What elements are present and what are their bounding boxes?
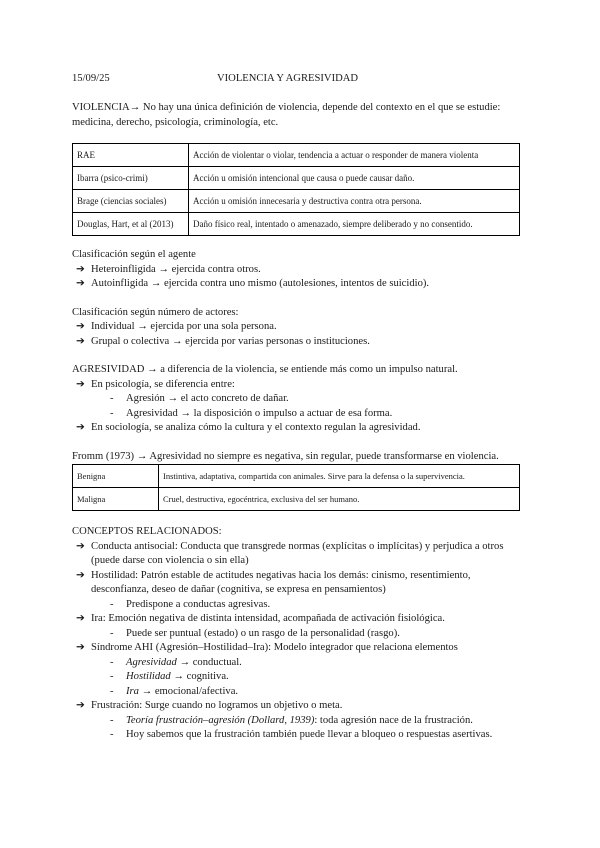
- table-cell: Instintiva, adaptativa, compartida con animales. Sirve para la defensa o la supervivencia.: [159, 465, 520, 488]
- arrow-bullet-icon: ➔: [76, 321, 85, 332]
- arrow-bullet-icon: ➔: [76, 422, 85, 433]
- document-page: [72, 72, 520, 743]
- table-cell: Maligna: [73, 488, 159, 511]
- table-row: [73, 167, 520, 190]
- document-title: VIOLENCIA Y AGRESIVIDAD: [217, 73, 359, 84]
- sub-list-item: - Teoría frustración–agresión (Dollard, 1939): toda agresión nace de la frustración.: [72, 714, 520, 729]
- document-header: [72, 72, 520, 87]
- list-item: ➔ Hostilidad: Patrón estable de actitudes negativas hacia los demás: cinismo, resentimiento, desconfianza, deseo de dañar (cognitiva, se expresa en pensamientos): [76, 569, 471, 595]
- list-item: ➔ Conducta antisocial: Conducta que transgrede normas (explícitas o implícitas) y perjudica a otros (puede darse con violencia o sin ella): [76, 540, 504, 566]
- classification-actors-heading: Clasificación según número de actores:: [72, 306, 239, 318]
- fromm-table: [72, 464, 520, 511]
- sub-list-item: - Puede ser puntual (estado) o un rasgo de la personalidad (rasgo).: [72, 627, 520, 642]
- list-item: ➔ Heteroinfligida → ejercida contra otros.: [72, 263, 520, 278]
- sub-list-item: - Hoy sabemos que la frustración también puede llevar a bloqueo o respuestas asertivas.: [72, 728, 520, 743]
- list-item: ➔ Grupal o colectiva → ejercida por varias personas o instituciones.: [72, 335, 520, 350]
- table-cell: Acción u omisión intencional que causa o puede causar daño.: [189, 167, 520, 190]
- arrow-bullet-icon: ➔: [76, 613, 85, 624]
- list-item: ➔ Individual → ejercida por una sola persona.: [72, 320, 520, 335]
- table-row: [73, 144, 520, 167]
- sub-list-item: - Agresividad → la disposición o impulso a actuar de esa forma.: [72, 407, 520, 422]
- table-row: [73, 213, 520, 236]
- sub-list-item: - Agresión → el acto concreto de dañar.: [72, 392, 520, 407]
- classification-agent-heading: Clasificación según el agente: [72, 249, 196, 260]
- list-item: ➔ Ira: Emoción negativa de distinta intensidad, acompañada de activación fisiológica.: [72, 612, 520, 627]
- agresividad-heading: AGRESIVIDAD → a diferencia de la violencia, se entiende más como un impulso natural.: [72, 364, 458, 375]
- intro-paragraph: [72, 101, 520, 130]
- conceptos-heading: CONCEPTOS RELACIONADOS:: [72, 526, 222, 537]
- sub-list-item: - Predispone a conductas agresivas.: [72, 598, 520, 613]
- arrow-bullet-icon: ➔: [76, 263, 85, 275]
- table-cell: Benigna: [73, 465, 159, 488]
- intro-text: No hay una única definición de violencia, depende del contexto en el que se estudie: medicina, derecho, psicología, criminología, etc.: [72, 102, 501, 128]
- arrow-bullet-icon: ➔: [76, 278, 85, 289]
- sub-list-item: - Hostilidad → cognitiva.: [72, 670, 520, 685]
- list-item: ➔ En psicología, se diferencia entre:: [72, 378, 520, 393]
- dash-bullet-icon: -: [110, 656, 114, 668]
- arrow-bullet-icon: ➔: [76, 540, 85, 552]
- list-item: ➔ Frustración: Surge cuando no logramos un objetivo o meta.: [72, 699, 520, 714]
- dash-bullet-icon: -: [110, 627, 114, 639]
- arrow-bullet-icon: ➔: [76, 642, 85, 653]
- document-date: 15/09/25: [72, 73, 110, 84]
- dash-bullet-icon: -: [110, 685, 114, 697]
- table-row: [73, 488, 520, 511]
- definitions-table: [72, 143, 520, 236]
- table-cell: Cruel, destructiva, egocéntrica, exclusiva del ser humano.: [159, 488, 520, 511]
- table-cell: Acción u omisión innecesaria y destructiva contra otra persona.: [189, 190, 520, 213]
- table-row: [73, 465, 520, 488]
- sub-list-item: - Ira → emocional/afectiva.: [72, 685, 520, 700]
- dash-bullet-icon: -: [110, 714, 114, 726]
- arrow-bullet-icon: ➔: [76, 335, 85, 347]
- dash-bullet-icon: -: [110, 598, 114, 610]
- list-item: ➔ Síndrome AHI (Agresión–Hostilidad–Ira): Modelo integrador que relaciona elementos: [72, 641, 520, 656]
- arrow-bullet-icon: ➔: [76, 700, 85, 711]
- dash-bullet-icon: -: [110, 671, 114, 682]
- sub-list-item: - Agresividad → conductual.: [72, 656, 520, 671]
- table-cell: Ibarra (psico-crimi): [73, 167, 189, 190]
- table-cell: RAE: [73, 144, 189, 167]
- dash-bullet-icon: -: [110, 393, 114, 404]
- intro-arrow: →: [129, 102, 141, 113]
- table-cell: Acción de violentar o violar, tendencia a actuar o responder de manera violenta: [189, 144, 520, 167]
- table-cell: Brage (ciencias sociales): [73, 190, 189, 213]
- table-cell: Douglas, Hart, et al (2013): [73, 213, 189, 236]
- table-cell: Daño físico real, intentado o amenazado, siempre deliberado y no consentido.: [189, 213, 520, 236]
- arrow-bullet-icon: ➔: [76, 378, 85, 390]
- list-item: ➔ Autoinfligida → ejercida contra uno mismo (autolesiones, intentos de suicidio).: [72, 277, 520, 292]
- fromm-text: Fromm (1973) → Agresividad no siempre es negativa, sin regular, puede transformarse en violencia.: [72, 450, 499, 462]
- list-item: ➔ En sociología, se analiza cómo la cultura y el contexto regulan la agresividad.: [72, 421, 520, 436]
- intro-lead: VIOLENCIA: [72, 102, 130, 113]
- table-row: [73, 190, 520, 213]
- arrow-bullet-icon: ➔: [76, 569, 85, 581]
- dash-bullet-icon: -: [110, 407, 114, 419]
- dash-bullet-icon: -: [110, 729, 114, 740]
